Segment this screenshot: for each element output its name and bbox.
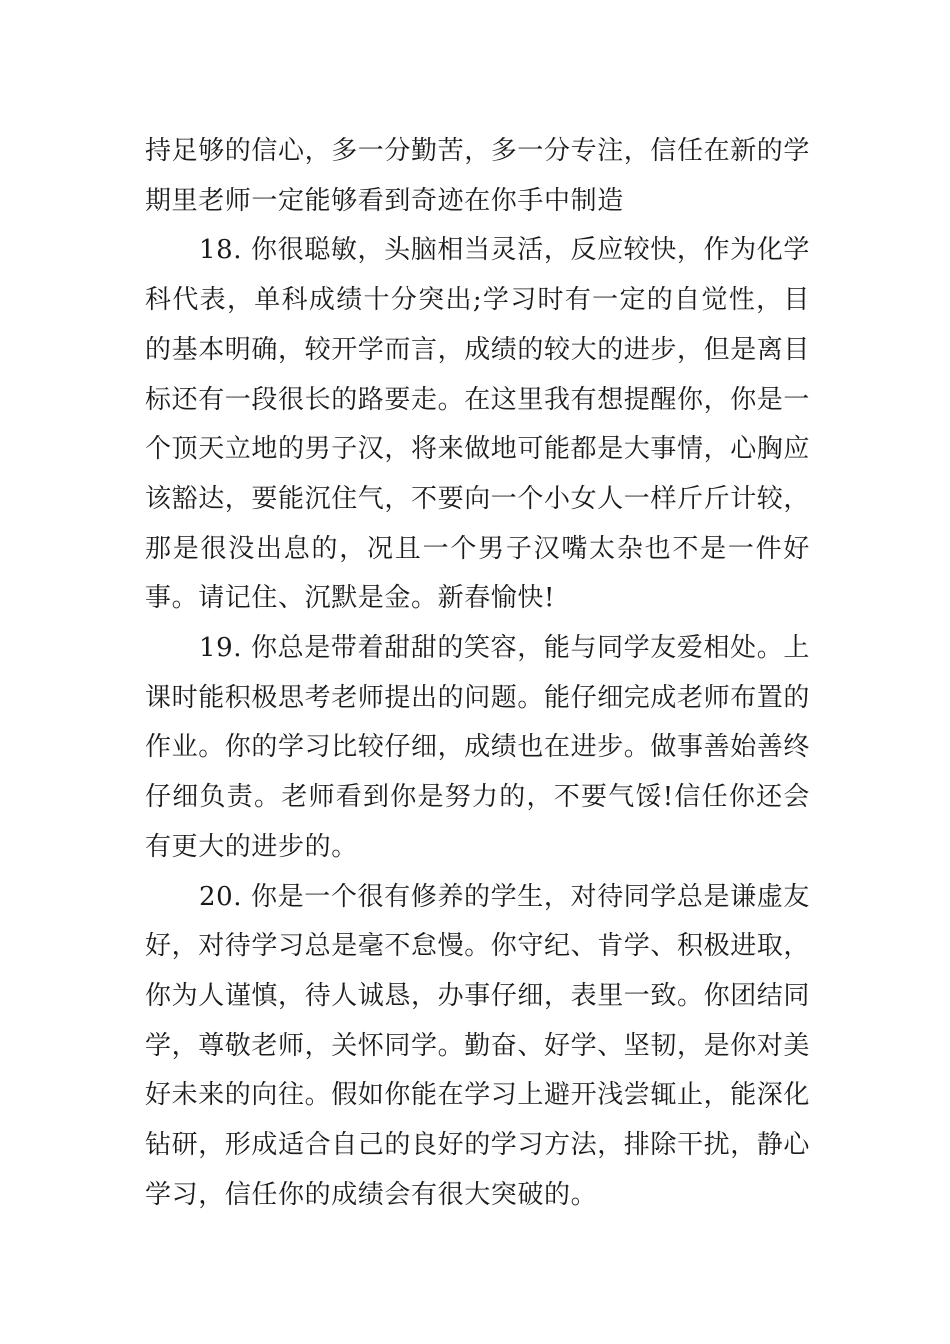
paragraph-18: 18. 你很聪敏，头脑相当灵活，反应较快，作为化学科代表，单科成绩十分突出;学习时有一定的自觉性，目的基本明确，较开学而言，成绩的较大的进步，但是离目标还有一段很长的路要走。在这里我有想提醒你，你是一个顶天立地的男子汉，将来做地可能都是大事情，心胸应该豁达，要能沉住气，不要向一个小女人一样斤斤计较，那是很没出息的，况且一个男子汉嘴太杂也不是一件好事。请记住、沉默是金。新春愉快! [145, 235, 811, 614]
paragraph-20: 20. 你是一个很有修养的学生，对待同学总是谦虚友好，对待学习总是毫不怠慢。你守纪、肯学、积极进取，你为人谨慎，待人诚恳，办事仔细，表里一致。你团结同学，尊敬老师，关怀同学。勤奋、好学、坚韧，是你对美好未来的向往。假如你能在学习上避开浅尝辄止，能深化钻研，形成适合自己的良好的学习方法，排除干扰，静心学习，信任你的成绩会有很大突破的。 [145, 881, 811, 1210]
paragraph-17-continuation: 持足够的信心，多一分勤苦，多一分专注，信任在新的学期里老师一定能够看到奇迹在你手中制造 [145, 136, 811, 216]
document-page [145, 127, 810, 1220]
paragraph-19: 19. 你总是带着甜甜的笑容，能与同学友爱相处。上课时能积极思考老师提出的问题。能仔细完成老师布置的作业。你的学习比较仔细，成绩也在进步。做事善始善终仔细负责。老师看到你是努力的，不要气馁!信任你还会有更大的进步的。 [145, 633, 811, 862]
